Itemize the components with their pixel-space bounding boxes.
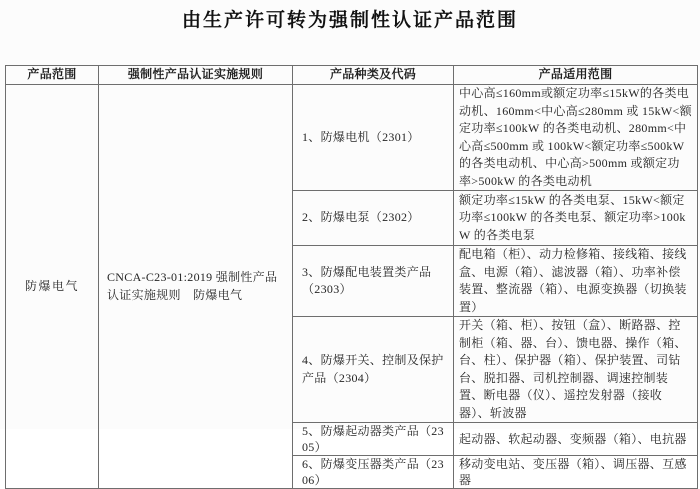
table-header-row	[6, 66, 698, 85]
cell-category-2304: 4、防爆开关、控制及保护产品（2304）	[293, 317, 454, 423]
cell-scope-2306: 移动变电站、变压器（箱）、调压器、互感器	[454, 456, 698, 489]
cell-scope-2303: 配电箱（柜）、动力检修箱、接线箱、接线盒、电源（箱）、滤波器（箱）、功率补偿装置、整流器（箱）、电源变换器（切换装置）	[454, 246, 698, 317]
cell-category-2302: 2、防爆电泵（2302）	[293, 191, 454, 246]
cell-implementation-rule: CNCA-C23-01:2019 强制性产品认证实施规则 防爆电气	[99, 85, 293, 489]
table-row	[6, 85, 698, 191]
page-title: 由生产许可转为强制性认证产品范围	[181, 10, 518, 31]
cell-category-2303: 3、防爆配电装置类产品（2303）	[293, 246, 454, 317]
column-header-applicable-scope: 产品适用范围	[454, 66, 698, 85]
cell-category-2306: 6、防爆变压器类产品（2306）	[293, 456, 454, 489]
cell-scope-2302: 额定功率≤15kW 的各类电泵、15kW<额定功率≤100kW 的各类电泵、额定功率>100kW 的各类电泵	[454, 191, 698, 246]
cell-category-2305: 5、防爆起动器类产品（2305）	[293, 423, 454, 456]
cell-scope-2305: 起动器、软起动器、变频器（箱）、电抗器	[454, 423, 698, 456]
column-header-rule: 强制性产品认证实施规则	[99, 66, 293, 85]
column-header-category: 产品种类及代码	[293, 66, 454, 85]
certification-scope-table	[5, 65, 698, 489]
cell-category-2301: 1、防爆电机（2301）	[293, 85, 454, 191]
cell-scope-2301: 中心高≤160mm或额定功率≤15kW的各类电动机、160mm<中心高≤280mm 或 15kW<额定功率≤100kW 的各类电动机、280mm<中心高≤500mm 或 100kW<额定功率≤500kW 的各类电动机、中心高>500mm 或额定功率>500kW 的各类电动机	[454, 85, 698, 191]
cell-product-scope: 防爆电气	[6, 85, 99, 489]
cell-scope-2304: 开关（箱、柜）、按钮（盒）、断路器、控制柜（箱、器、台）、馈电器、操作（箱、台、柱）、保护器（箱）、保护装置、司钻台、脱扣器、司机控制器、调速控制装置、断电器（仪）、遥控发射器（接收器）、斩波器	[454, 317, 698, 423]
column-header-product-scope: 产品范围	[6, 66, 99, 85]
